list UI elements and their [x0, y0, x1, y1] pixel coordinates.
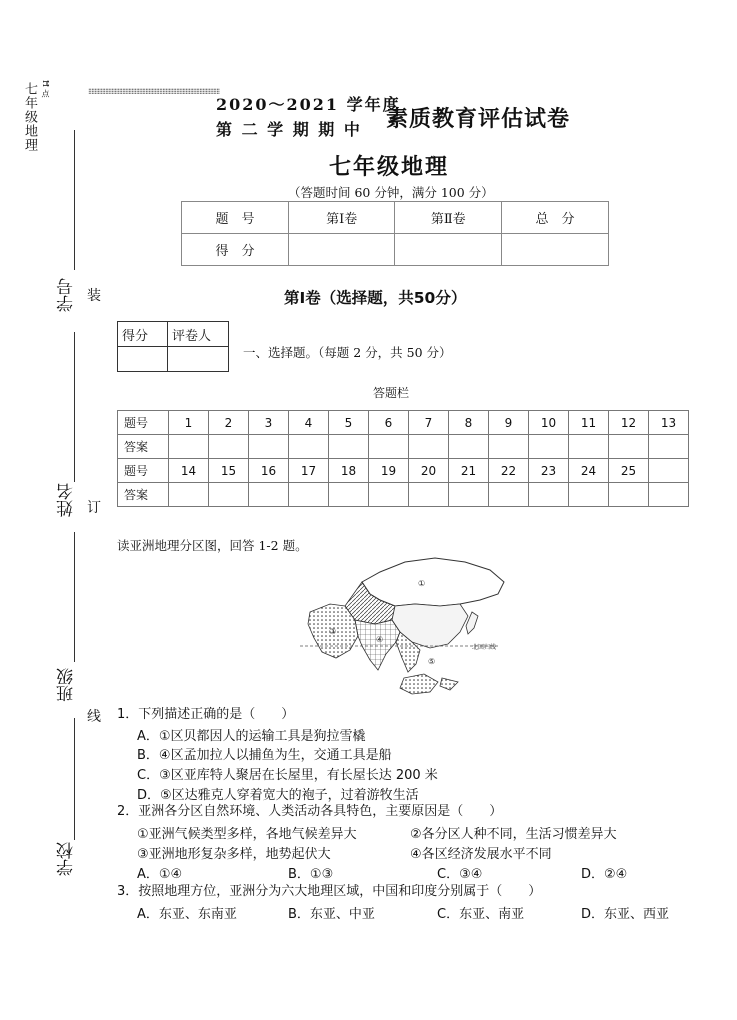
map-label-1: ①: [418, 579, 426, 588]
field-school: 学校: [57, 842, 77, 876]
grade-score-entry[interactable]: [118, 347, 168, 372]
question-3-option-c[interactable]: C．东亚、南亚: [437, 907, 525, 922]
answer-cell[interactable]: [569, 435, 609, 459]
field-line-3: [74, 532, 75, 662]
field-name: 姓名: [57, 483, 77, 517]
question-number: 8: [449, 411, 489, 435]
question-1-option-b[interactable]: B．④区孟加拉人以捕鱼为生，交通工具是船: [137, 748, 392, 763]
question-number: 5: [329, 411, 369, 435]
subject-title: 七年级地理: [329, 154, 450, 180]
question-number: 23: [529, 459, 569, 483]
question-number: 1: [169, 411, 209, 435]
answer-cell[interactable]: [329, 483, 369, 507]
map-label-tropic: 北回归线: [472, 644, 497, 651]
question-number: 19: [369, 459, 409, 483]
answer-cell[interactable]: [449, 483, 489, 507]
question-2-item-2: ②各分区人种不同，生活习惯差异大: [410, 827, 617, 842]
answer-cell[interactable]: [449, 435, 489, 459]
answer-row-blanks: [118, 435, 689, 459]
question-2-option-c[interactable]: C．③④: [437, 867, 483, 882]
score-header-cell: 总 分: [501, 202, 608, 234]
region-south-asia: [355, 620, 400, 670]
score-table: [181, 201, 609, 266]
question-number: 4: [289, 411, 329, 435]
question-number: 2: [209, 411, 249, 435]
answer-cell[interactable]: [169, 483, 209, 507]
question-number: 15: [209, 459, 249, 483]
question-number: 7: [409, 411, 449, 435]
answer-cell[interactable]: [409, 483, 449, 507]
question-1-stem: 1．下列描述正确的是（ ）: [117, 707, 295, 722]
school-year: 2020～2021 学年度: [216, 95, 401, 114]
section-instruction: 一、选择题。（每题 2 分，共 50 分）: [243, 345, 452, 360]
answer-cell[interactable]: [529, 435, 569, 459]
question-number: 6: [369, 411, 409, 435]
score-label-cell: 得 分: [182, 234, 289, 266]
answer-cell[interactable]: [169, 435, 209, 459]
question-number: 11: [569, 411, 609, 435]
question-2-item-1: ①亚洲气候类型多样，各地气候差异大: [137, 827, 357, 842]
answer-grid-label: 题号: [118, 411, 169, 435]
question-number: 21: [449, 459, 489, 483]
field-line-4: [74, 718, 75, 840]
question-number: 24: [569, 459, 609, 483]
answer-grid: [117, 410, 689, 507]
question-3-option-b[interactable]: B．东亚、中亚: [288, 907, 375, 922]
answer-cell[interactable]: [649, 483, 689, 507]
score-entry-cell[interactable]: [395, 234, 502, 266]
answer-cell[interactable]: [489, 483, 529, 507]
answer-cell[interactable]: [649, 435, 689, 459]
question-number: 25: [609, 459, 649, 483]
answer-cell[interactable]: [249, 483, 289, 507]
question-number: 13: [649, 411, 689, 435]
answer-cell[interactable]: [529, 483, 569, 507]
question-number: 20: [409, 459, 449, 483]
answer-cell[interactable]: [289, 435, 329, 459]
time-note: （答题时间 60 分钟，满分 100 分）: [288, 185, 494, 200]
answer-cell[interactable]: [409, 435, 449, 459]
question-3-stem: 3．按照地理方位，亚洲分为六大地理区域，中国和印度分别属于（ ）: [117, 884, 542, 899]
score-header-cell: 第Ⅱ卷: [395, 202, 502, 234]
question-2-option-b[interactable]: B．①③: [288, 867, 334, 882]
answer-sheet-title: 答题栏: [373, 386, 410, 400]
answer-row-numbers: [118, 459, 689, 483]
question-number: 17: [289, 459, 329, 483]
question-2-item-3: ③亚洲地形复杂多样，地势起伏大: [137, 847, 331, 862]
answer-cell[interactable]: [209, 483, 249, 507]
map-label-3: ③: [329, 627, 337, 636]
grader-entry[interactable]: [168, 347, 229, 372]
binding-note-small: Ħ 点: [41, 80, 50, 98]
term: 第 二 学 期 期 中: [216, 120, 362, 139]
question-number: 14: [169, 459, 209, 483]
score-header-cell: 题 号: [182, 202, 289, 234]
question-1-option-a[interactable]: A．①区贝都因人的运输工具是狗拉雪橇: [137, 729, 366, 744]
section-title: 第Ⅰ卷（选择题，共50分）: [284, 289, 467, 307]
question-number: [649, 459, 689, 483]
field-line-2: [74, 332, 75, 482]
question-3-option-a[interactable]: A．东亚、东南亚: [137, 907, 237, 922]
answer-grid-label: 答案: [118, 483, 169, 507]
field-line-1: [74, 130, 75, 270]
answer-row-blanks: [118, 483, 689, 507]
grade-score-label: 得分: [118, 322, 168, 347]
question-2-stem: 2．亚洲各分区自然环境、人类活动各具特色，主要原因是（ ）: [117, 804, 503, 819]
question-number: 12: [609, 411, 649, 435]
map-intro: 读亚洲地理分区图，回答 1-2 题。: [117, 538, 308, 553]
answer-cell[interactable]: [489, 435, 529, 459]
question-number: 22: [489, 459, 529, 483]
answer-cell[interactable]: [209, 435, 249, 459]
answer-cell[interactable]: [369, 435, 409, 459]
asia-map: [300, 554, 510, 714]
question-1-option-d[interactable]: D．⑤区达雅克人穿着宽大的袍子，过着游牧生活: [137, 788, 419, 803]
question-1-option-c[interactable]: C．③区亚库特人聚居在长屋里，有长屋长达 200 米: [137, 768, 438, 783]
grade-box: [117, 321, 229, 372]
bind-char-zhuang: 装: [87, 285, 101, 305]
question-number: 3: [249, 411, 289, 435]
question-2-option-d[interactable]: D．②④: [581, 867, 628, 882]
score-header-cell: 第Ⅰ卷: [288, 202, 395, 234]
answer-cell[interactable]: [369, 483, 409, 507]
question-2-option-a[interactable]: A．①④: [137, 867, 183, 882]
score-entry-cell[interactable]: [501, 234, 608, 266]
answer-cell[interactable]: [569, 483, 609, 507]
region-north-asia: [362, 558, 504, 606]
answer-grid-label: 题号: [118, 459, 169, 483]
bind-char-ding: 订: [87, 497, 101, 517]
exam-name: 素质教育评估试卷: [386, 106, 571, 132]
question-number: 16: [249, 459, 289, 483]
region-islands: [400, 674, 438, 694]
question-number: 18: [329, 459, 369, 483]
answer-cell[interactable]: [609, 483, 649, 507]
map-label-4: ④: [376, 635, 384, 644]
answer-cell[interactable]: [609, 435, 649, 459]
score-entry-cell[interactable]: [288, 234, 395, 266]
answer-cell[interactable]: [249, 435, 289, 459]
answer-cell[interactable]: [289, 483, 329, 507]
answer-grid-label: 答案: [118, 435, 169, 459]
region-islands-east: [440, 678, 458, 690]
question-2-item-4: ④各区经济发展水平不同: [410, 847, 552, 862]
bind-char-xian: 线: [87, 706, 101, 726]
binding-note: [20, 82, 39, 152]
field-student-no: 学号: [57, 278, 77, 312]
binding-note-text: 七年级地理: [22, 82, 37, 152]
map-label-5: ⑤: [428, 657, 436, 666]
answer-row-numbers: [118, 411, 689, 435]
binding-dotted-line: ⁝⁝⁝⁝⁝⁝⁝⁝⁝⁝⁝⁝⁝⁝⁝⁝⁝⁝⁝⁝⁝⁝⁝⁝⁝⁝⁝⁝⁝⁝⁝⁝⁝⁝⁝⁝⁝⁝⁝⁝⁝⁝⁝⁝⁝⁝⁝⁝⁝⁝⁝⁝⁝⁝⁝⁝⁝⁝⁝⁝⁝⁝⁝⁝⁝⁝⁝⁝⁝⁝⁝⁝⁝⁝⁝⁝⁝⁝⁝⁝⁝⁝⁝⁝⁝: [88, 87, 220, 96]
field-class: 班级: [57, 668, 77, 702]
question-number: 9: [489, 411, 529, 435]
answer-cell[interactable]: [329, 435, 369, 459]
question-number: 10: [529, 411, 569, 435]
grader-label: 评卷人: [168, 322, 229, 347]
question-3-option-d[interactable]: D．东亚、西亚: [581, 907, 670, 922]
